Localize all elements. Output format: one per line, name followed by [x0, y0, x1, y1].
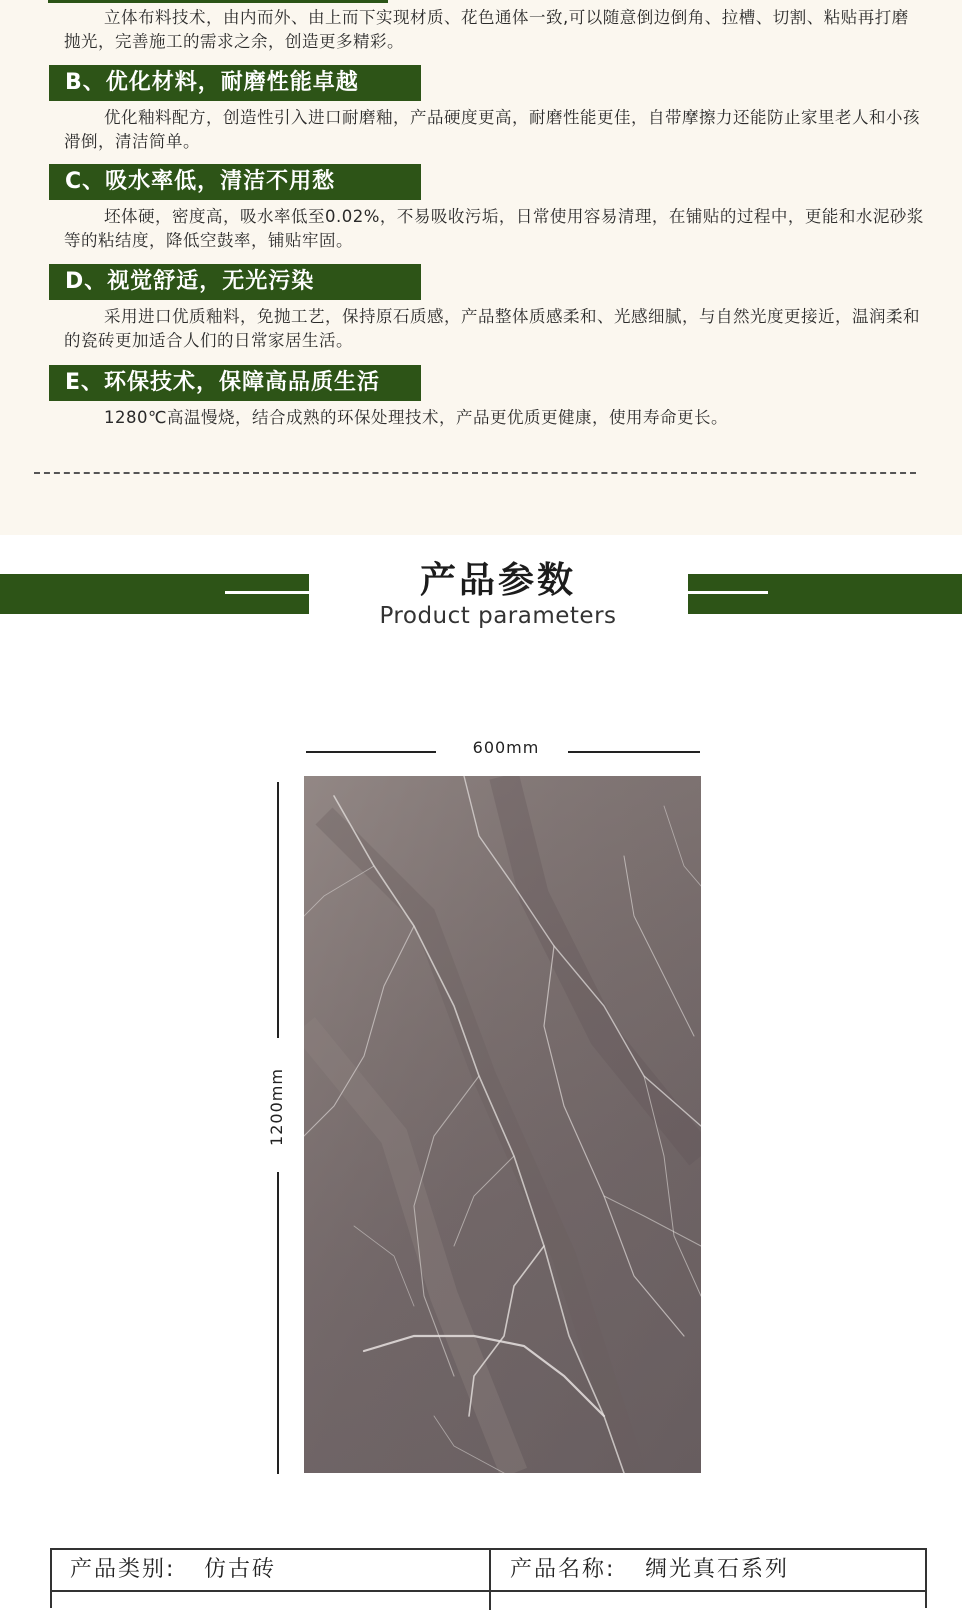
- width-dimension-line-right: [568, 751, 700, 753]
- spec-name-label: 产品名称:: [510, 1557, 616, 1582]
- title-band-right: [688, 574, 962, 614]
- feature-b-heading: B、优化材料，耐磨性能卓越: [49, 65, 421, 101]
- feature-c-text: 坯体硬，密度高，吸水率低至0.02%，不易吸收污垢，日常使用容易清理，在铺贴的过程中，更能和水泥砂浆等的粘结度，降低空鼓率，铺贴牢固。: [64, 207, 924, 250]
- feature-d-text: 采用进口优质釉料，免抛工艺，保持原石质感，产品整体质感柔和、光感细腻，与自然光度更接近，温润柔和的瓷砖更加适合人们的日常家居生活。: [64, 307, 920, 350]
- height-dimension-line-bottom: [277, 1172, 279, 1474]
- feature-b-text: 优化釉料配方，创造性引入进口耐磨釉，产品硬度更高，耐磨性能更佳，自带摩擦力还能防止家里老人和小孩滑倒，清洁简单。: [64, 108, 920, 151]
- heading-bar-fragment: [48, 0, 388, 3]
- title-rule-left: [225, 591, 309, 594]
- feature-c-heading: C、吸水率低，清洁不用愁: [49, 164, 421, 200]
- features-section: [0, 0, 962, 535]
- section-title: 产品参数: [419, 560, 576, 601]
- width-dimension-line-left: [306, 751, 436, 753]
- feature-d-heading: D、视觉舒适，无光污染: [49, 264, 421, 300]
- spec-column-divider: [489, 1550, 491, 1610]
- height-dimension-label: 1200mm: [267, 1068, 286, 1146]
- spec-category-value: 仿古砖: [204, 1557, 277, 1582]
- spec-name-value: 绸光真石系列: [645, 1557, 790, 1582]
- title-band-left: [0, 574, 309, 614]
- feature-a-text: 立体布料技术，由内而外、由上而下实现材质、花色通体一致,可以随意倒边倒角、拉槽、切割、粘贴再打磨抛光，完善施工的需求之余，创造更多精彩。: [64, 8, 909, 51]
- marble-tile-image: [304, 776, 701, 1473]
- feature-e-heading: E、环保技术，保障高品质生活: [49, 365, 421, 401]
- height-dimension-line-top: [277, 782, 279, 1038]
- width-dimension-label: 600mm: [472, 738, 540, 757]
- dashed-divider: [34, 472, 916, 474]
- section-subtitle: Product parameters: [379, 603, 617, 629]
- spec-row-divider: [52, 1590, 925, 1592]
- title-rule-right: [688, 591, 768, 594]
- spec-table: [50, 1548, 927, 1608]
- feature-e-text: 1280℃高温慢烧，结合成熟的环保处理技术，产品更优质更健康，使用寿命更长。: [104, 408, 729, 427]
- marble-veins: [304, 776, 701, 1473]
- spec-category-label: 产品类别:: [70, 1557, 176, 1582]
